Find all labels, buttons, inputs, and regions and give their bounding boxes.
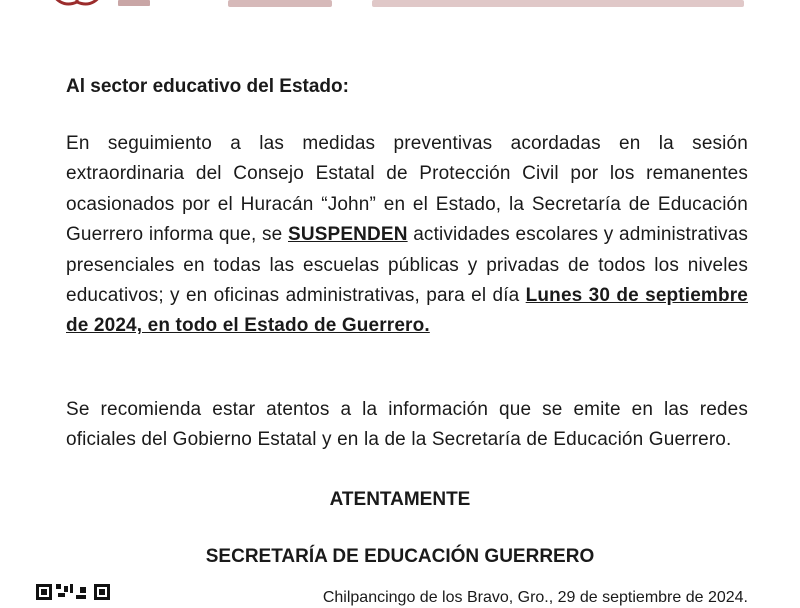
date-line: Chilpancingo de los Bravo, Gro., 29 de septiembre de 2024. <box>322 589 748 606</box>
greeting: Al sector educativo del Estado: <box>66 76 349 97</box>
announcement-paragraph <box>66 129 748 342</box>
suspension-emphasis: SUSPENDEN <box>288 224 408 246</box>
letterhead <box>0 0 800 14</box>
qr-code-icon <box>36 584 112 600</box>
signature-office: SECRETARÍA DE EDUCACIÓN GUERRERO <box>205 546 595 567</box>
header-title-fragment <box>228 0 332 7</box>
header-subtitle-fragment <box>372 0 744 7</box>
recommendation-paragraph: Se recomienda estar atentos a la información que se emite en las redes oficiales del Gobierno Estatal y en la de la Secretaría de Educación Guerrero. <box>66 399 748 451</box>
announcement-text-start: En seguimiento a las medidas preventivas acordadas en la sesión extraordinaria del Consejo Estatal de Protección Civil por los remanentes ocasionados por el Huracán “John” en el Estado, la Secretaría de Educación Guerrero informa que, se <box>66 133 748 246</box>
closing-salutation: ATENTAMENTE <box>329 489 471 510</box>
announcement-text-middle: actividades escolares y administrativas presenciales en todas las escuelas públicas y privadas de todos los niveles educativos; y en oficinas administrativas, para el día <box>66 224 749 307</box>
logo-caption <box>118 0 150 6</box>
state-seal-logo <box>50 0 104 10</box>
suspension-date-emphasis: Lunes 30 de septiembre de 2024, en todo el Estado de Guerrero. <box>66 285 748 337</box>
